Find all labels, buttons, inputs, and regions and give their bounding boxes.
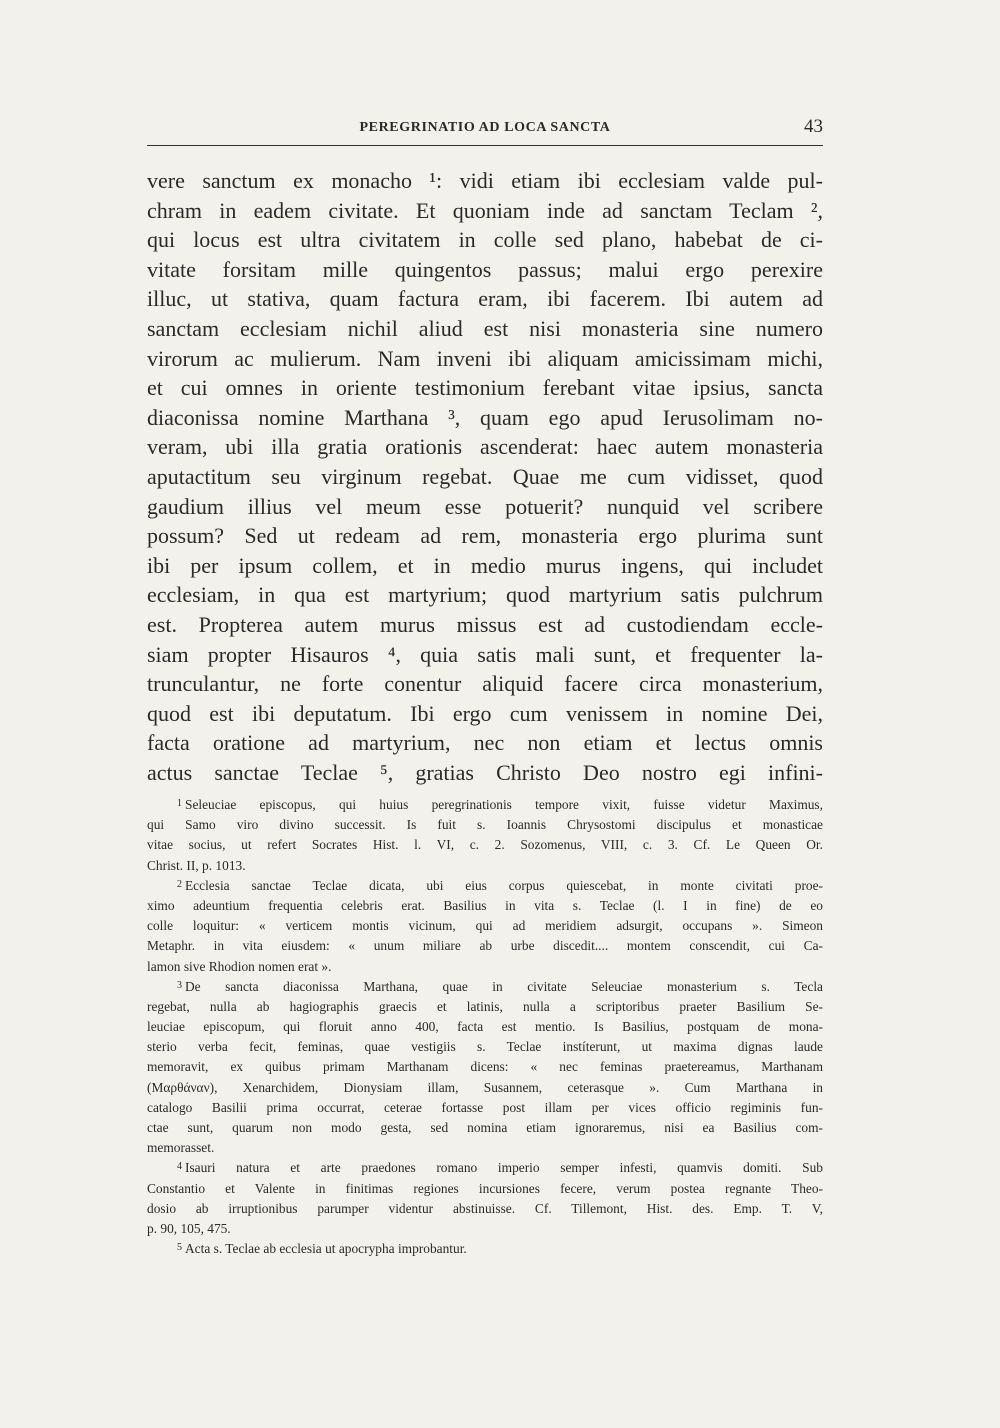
text-line: chram in eadem civitate. Et quoniam inde ad sanctam Teclam ², xyxy=(147,197,823,223)
text-line: possum? Sed ut redeam ad rem, monasteria ergo plurima sunt xyxy=(147,523,823,549)
footnote-marker: 5 xyxy=(177,1242,182,1254)
text-line: ecclesiam, in qua est martyrium; quod martyrium satis pulchrum xyxy=(147,582,823,608)
footnote-line: catalogo Basilii prima occurrat, ceterae fortasse post illam per vices officio regiminis fun- xyxy=(147,1099,823,1115)
text-line: et cui omnes in oriente testimonium ferebant vitae ipsius, sancta xyxy=(147,375,823,401)
footnote-line: ctae sunt, quarum non modo gesta, sed nomina etiam ignoraremus, nisi ea Basilius com- xyxy=(147,1120,823,1135)
footnote-text: Acta s. Teclae ab ecclesia ut apocrypha improbantur. xyxy=(185,1241,467,1257)
page-number: 43 xyxy=(804,116,823,137)
footnote-marker: 2 xyxy=(177,878,182,890)
footnote-marker: 1 xyxy=(177,798,182,809)
footnote-line xyxy=(147,977,823,997)
footnote-line: memoravit, ex quibus primam Marthanam dicens: « nec feminas praetereamus, Marthanam xyxy=(147,1059,823,1075)
text-line: trunculantur, ne forte conentur aliquid facere circa monasterium, xyxy=(147,671,823,697)
text-line: qui locus est ultra civitatem in colle sed plano, habebat de ci- xyxy=(147,227,823,253)
footnotes xyxy=(147,795,823,1259)
footnote-line xyxy=(147,1158,823,1178)
running-title: PEREGRINATIO AD LOCA SANCTA xyxy=(359,120,611,135)
text-line: diaconissa nomine Marthana ³, quam ego apud Ierusolimam no- xyxy=(147,404,823,430)
footnote-line: qui Samo viro divino successit. Is fuit s. Ioannis Chrysostomi discipulus et monasticae xyxy=(147,817,823,833)
footnote-text: De sancta diaconissa Marthana, quae in civitate Seleuciae monasterium s. Tecla xyxy=(185,978,823,994)
text-line: facta oratione ad martyrium, nec non etiam et lectus omnis xyxy=(147,730,823,756)
footnote-line: memorasset. xyxy=(147,1140,215,1156)
text-line: ibi per ipsum collem, et in medio murus ingens, qui includet xyxy=(147,552,823,578)
text-line: vitate forsitam mille quingentos passus; malui ergo perexire xyxy=(147,256,823,282)
footnote-line: (Μαρθάναν), Xenarchidem, Dionysiam illam, Susannem, ceterasque ». Cum Marthana in xyxy=(147,1079,823,1095)
footnote-line: dosio ab irruptionibus parumper videntur abstinuisse. Cf. Tillemont, Hist. des. Emp. T. V, xyxy=(147,1200,823,1216)
text-line: sanctam ecclesiam nichil aliud est nisi monasteria sine numero xyxy=(147,315,823,341)
footnote-text: Seleuciae episcopus, qui huius peregrinationis tempore vixit, fuisse videtur Maximus, xyxy=(185,797,823,812)
text-line: est. Propterea autem murus missus est ad custodiendam eccle- xyxy=(147,611,823,637)
text-line: vere sanctum ex monacho ¹: vidi etiam ibi ecclesiam valde pul- xyxy=(147,168,823,193)
text-line: gaudium illius vel meum esse potuerit? nunquid vel scribere xyxy=(147,493,823,519)
footnote-marker: 3 xyxy=(177,979,182,991)
footnote-line: Metaphr. in vita eiusdem: « unum miliare ab urbe discedit.... montem conscendit, cui Ca- xyxy=(147,938,823,954)
footnote-line: colle loquitur: « verticem montis vicinum, qui ad meridiem adsurgit, occupans ». Simeon xyxy=(147,918,823,934)
main-text xyxy=(147,166,823,787)
footnote-text: Ecclesia sanctae Teclae dicata, ubi eius corpus quiescebat, in monte civitati proe- xyxy=(185,877,823,893)
footnote-line: lamon sive Rhodion nomen erat ». xyxy=(147,958,332,974)
footnote-line xyxy=(147,1239,823,1259)
text-line: aputactitum seu virginum regebat. Quae me cum vidisset, quod xyxy=(147,463,823,489)
text-line: quod est ibi deputatum. Ibi ergo cum venissem in nomine Dei, xyxy=(147,700,823,726)
footnote-line xyxy=(147,876,823,896)
text-line: actus sanctae Teclae ⁵, gratias Christo Deo nostro egi infini- xyxy=(147,759,823,785)
footnote-line: regebat, nulla ab hagiographis graecis et latinis, nulla a scriptoribus praeter Basilium Se- xyxy=(147,998,823,1014)
footnote-marker: 4 xyxy=(177,1161,182,1173)
footnote-line: Christ. II, p. 1013. xyxy=(147,857,246,873)
footnote-line: Constantio et Valente in finitimas regiones incursiones fecere, verum postea regnante Theo- xyxy=(147,1180,823,1196)
text-line: virorum ac mulierum. Nam inveni ibi aliquam amicissimam michi, xyxy=(147,345,823,371)
text-line: veram, ubi illa gratia orationis ascenderat: haec autem monasteria xyxy=(147,434,823,460)
footnote-line: p. 90, 105, 475. xyxy=(147,1220,231,1236)
text-line: illuc, ut stativa, quam factura eram, ibi facerem. Ibi autem ad xyxy=(147,286,823,312)
footnote-line: ximo adeuntium frequentia celebris erat. Basilius in vita s. Teclae (l. I in fine) de eo xyxy=(147,897,823,913)
text-line: siam propter Hisauros ⁴, quia satis mali sunt, et frequenter la- xyxy=(147,641,823,667)
footnote-line: sterio verba fecit, feminas, quae vestigiis s. Teclae instíterunt, ut maxima dignas laude xyxy=(147,1039,823,1055)
footnote-line: vitae socius, ut refert Socrates Hist. l. VI, c. 2. Sozomenus, VIII, c. 3. Cf. Le Queen Or. xyxy=(147,837,823,853)
footnote-line: leuciae episcopum, qui floruit anno 400, facta est mentio. Is Basilius, postquam de mona- xyxy=(147,1019,823,1035)
page-header xyxy=(147,116,823,146)
header-rule xyxy=(147,145,823,146)
footnote-line xyxy=(147,795,823,815)
footnote-text: Isauri natura et arte praedones romano imperio semper infesti, quamvis domiti. Sub xyxy=(185,1160,823,1176)
